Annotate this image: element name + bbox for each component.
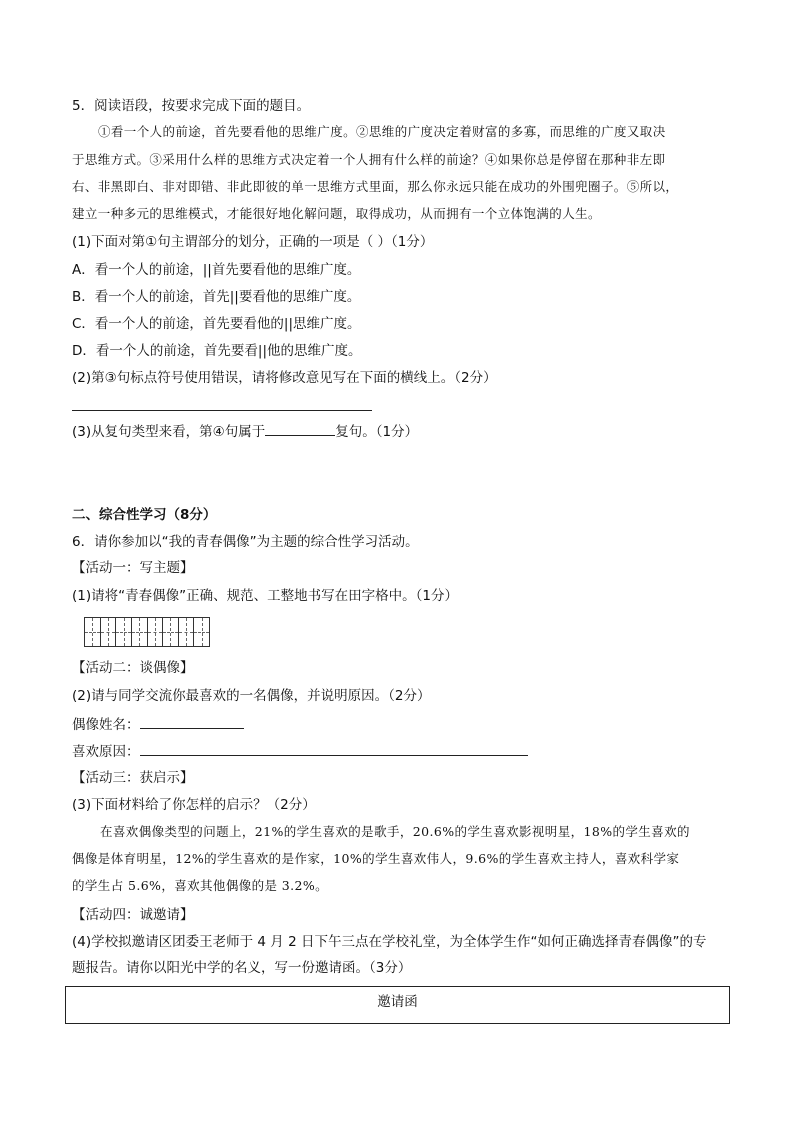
q5-sub2: (2)第③句标点符号使用错误，请将修改意见写在下面的横线上。（2分） [72,370,497,386]
q5-option-a[interactable]: A．看一个人的前途，||首先要看他的思维广度。 [72,262,361,278]
idol-name-label: 偶像姓名： [72,717,140,733]
activity2-question: (2)请与同学交流你最喜欢的一名偶像，并说明原因。（2分） [72,688,431,704]
grid-cell[interactable] [163,618,179,646]
tianzige-grid[interactable] [84,617,210,647]
q5-option-b[interactable]: B．看一个人的前途，首先||要看他的思维广度。 [72,289,361,305]
grid-cell[interactable] [194,618,209,646]
activity2-title: 【活动二：谈偶像】 [72,660,194,676]
q5-option-d[interactable]: D．看一个人的前途，首先要看||他的思维广度。 [72,343,362,359]
grid-cell[interactable] [148,618,164,646]
invitation-letter-title: 邀请函 [377,994,418,1010]
grid-cell[interactable] [132,618,148,646]
invitation-letter-box[interactable] [65,986,730,1024]
q5-sub3-suffix: 复句。（1分） [335,424,419,440]
q5-sub2-answer-line[interactable] [72,410,372,411]
q5-passage-line-1: ①看一个人的前途，首先要看他的思维广度。②思维的广度决定着财富的多寡，而思维的广度又取决 [98,124,666,139]
q5-title: 5．阅读语段，按要求完成下面的题目。 [72,98,311,114]
q5-option-c[interactable]: C．看一个人的前途，首先要看他的||思维广度。 [72,316,361,332]
idol-reason-blank[interactable] [140,741,528,756]
grid-cell[interactable] [116,618,132,646]
grid-cell[interactable] [101,618,117,646]
activity3-title: 【活动三：获启示】 [72,770,194,786]
material-line-1: 在喜欢偶像类型的问题上，21%的学生喜欢的是歌手，20.6%的学生喜欢影视明星，18%的学生喜欢的 [100,824,690,839]
activity4-question-line-1: (4)学校拟邀请区团委王老师于 4 月 2 日下午三点在学校礼堂，为全体学生作“如何正确选择青春偶像”的专 [72,934,707,950]
grid-cell[interactable] [179,618,195,646]
idol-reason-label: 喜欢原因： [72,744,140,760]
activity4-question-line-2: 题报告。请你以阳光中学的名义，写一份邀请函。（3分） [72,960,412,976]
activity3-question: (3)下面材料给了你怎样的启示？（2分） [72,797,316,813]
idol-reason-row [72,741,528,762]
material-line-3: 的学生占 5.6%，喜欢其他偶像的是 3.2%。 [72,878,329,893]
activity4-title: 【活动四：诚邀请】 [72,907,194,923]
idol-name-blank[interactable] [140,714,244,729]
section2-heading: 二、综合性学习（8分） [72,507,217,523]
q5-passage-line-3: 右、非黑即白、非对即错、非此即彼的单一思维方式里面，那么你永远只能在成功的外围兜圈子。⑤所以， [72,179,679,194]
q6-intro: 6．请你参加以“我的青春偶像”为主题的综合性学习活动。 [72,534,419,550]
q5-sub3-blank[interactable] [265,421,335,436]
q5-sub1: (1)下面对第①句主谓部分的划分，正确的一项是（ ）（1分） [72,234,434,250]
q5-sub3-prefix: (3)从复句类型来看，第④句属于 [72,424,266,440]
activity1-title: 【活动一：写主题】 [72,560,194,576]
idol-name-row [72,714,244,735]
q5-sub3 [72,421,418,442]
activity1-question: (1)请将“青春偶像”正确、规范、工整地书写在田字格中。（1分） [72,588,458,604]
material-line-2: 偶像是体育明星，12%的学生喜欢的是作家，10%的学生喜欢伟人，9.6%的学生喜欢主持人，喜欢科学家 [72,851,680,866]
q5-passage-line-4: 建立一种多元的思维模式，才能很好地化解问题，取得成功，从而拥有一个立体饱满的人生。 [72,206,601,221]
grid-cell[interactable] [85,618,101,646]
q5-passage-line-2: 于思维方式。③采用什么样的思维方式决定着一个人拥有什么样的前途？④如果你总是停留在那种非左即 [72,152,666,167]
